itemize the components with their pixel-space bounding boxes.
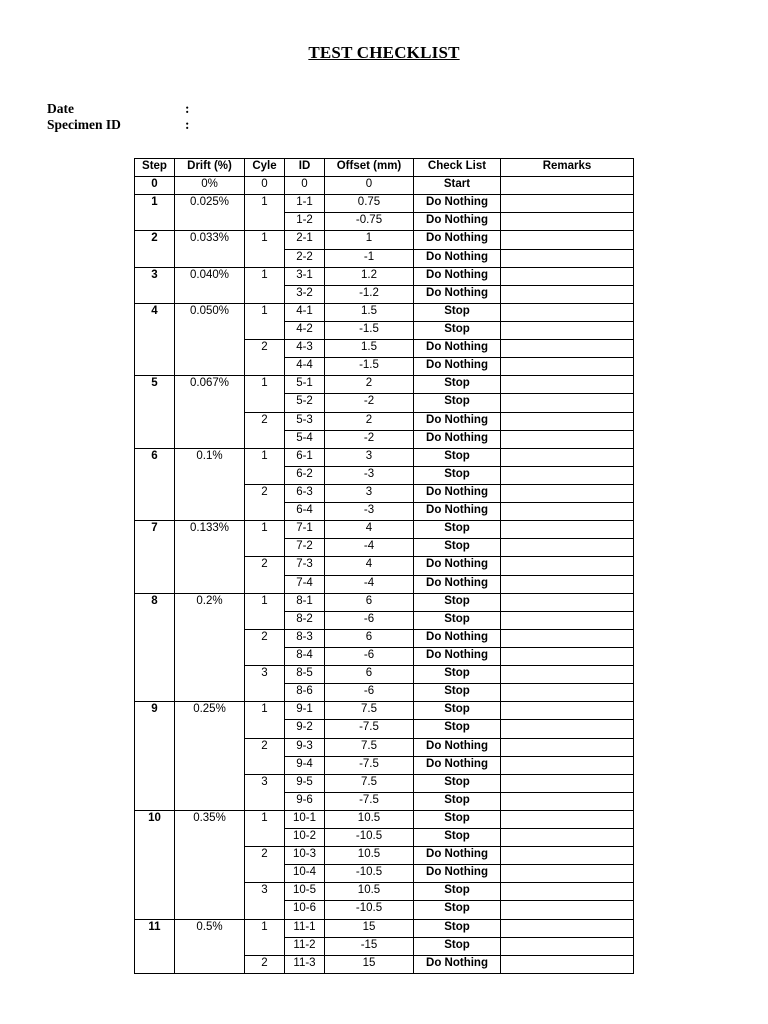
check-list-cell: Stop (414, 611, 501, 629)
drift-cell: 0.033% (175, 231, 245, 267)
drift-cell: 0.25% (175, 702, 245, 811)
step-cell: 11 (135, 919, 175, 973)
offset-cell: 6 (325, 666, 414, 684)
remarks-cell[interactable] (501, 249, 634, 267)
step-cell: 3 (135, 267, 175, 303)
drift-cell: 0.5% (175, 919, 245, 973)
id-cell: 6-3 (285, 484, 325, 502)
check-list-cell: Stop (414, 521, 501, 539)
remarks-cell[interactable] (501, 865, 634, 883)
id-cell: 1-1 (285, 195, 325, 213)
id-cell: 4-4 (285, 358, 325, 376)
remarks-cell[interactable] (501, 629, 634, 647)
check-list-cell: Do Nothing (414, 340, 501, 358)
id-cell: 7-2 (285, 539, 325, 557)
remarks-cell[interactable] (501, 847, 634, 865)
offset-cell: -0.75 (325, 213, 414, 231)
offset-cell: 1.5 (325, 340, 414, 358)
check-list-cell: Do Nothing (414, 557, 501, 575)
check-list-cell: Do Nothing (414, 231, 501, 249)
id-cell: 2-2 (285, 249, 325, 267)
id-cell: 8-3 (285, 629, 325, 647)
id-cell: 10-5 (285, 883, 325, 901)
offset-cell: -7.5 (325, 756, 414, 774)
drift-cell: 0.040% (175, 267, 245, 303)
remarks-cell[interactable] (501, 883, 634, 901)
id-cell: 2-1 (285, 231, 325, 249)
table-row (135, 177, 634, 195)
check-list-cell: Stop (414, 937, 501, 955)
remarks-cell[interactable] (501, 684, 634, 702)
check-list-cell: Stop (414, 448, 501, 466)
id-cell: 9-1 (285, 702, 325, 720)
cycle-cell: 1 (245, 702, 285, 738)
id-cell: 10-4 (285, 865, 325, 883)
id-cell: 8-4 (285, 647, 325, 665)
id-cell: 8-5 (285, 666, 325, 684)
offset-cell: 1.5 (325, 303, 414, 321)
check-list-cell: Stop (414, 666, 501, 684)
check-list-cell: Do Nothing (414, 865, 501, 883)
check-list-cell: Do Nothing (414, 484, 501, 502)
id-cell: 3-1 (285, 267, 325, 285)
drift-cell: 0.050% (175, 303, 245, 375)
check-list-cell: Stop (414, 539, 501, 557)
check-list-cell: Start (414, 177, 501, 195)
id-cell: 4-2 (285, 321, 325, 339)
cycle-cell: 1 (245, 593, 285, 629)
offset-cell: -1.5 (325, 358, 414, 376)
drift-cell: 0.133% (175, 521, 245, 593)
remarks-cell[interactable] (501, 503, 634, 521)
offset-cell: 7.5 (325, 702, 414, 720)
remarks-cell[interactable] (501, 177, 634, 195)
step-cell: 8 (135, 593, 175, 702)
offset-cell: -4 (325, 575, 414, 593)
remarks-cell[interactable] (501, 521, 634, 539)
check-list-cell: Do Nothing (414, 955, 501, 973)
id-cell: 11-2 (285, 937, 325, 955)
offset-cell: -10.5 (325, 901, 414, 919)
id-cell: 5-3 (285, 412, 325, 430)
drift-cell: 0.2% (175, 593, 245, 702)
page-title: TEST CHECKLIST (308, 43, 460, 62)
header-id: ID (285, 159, 325, 177)
offset-cell: 0 (325, 177, 414, 195)
specimen-id-label: Specimen ID (47, 117, 121, 132)
offset-cell: -1.5 (325, 321, 414, 339)
step-cell: 9 (135, 702, 175, 811)
id-cell: 5-1 (285, 376, 325, 394)
check-list-cell: Do Nothing (414, 358, 501, 376)
id-cell: 5-2 (285, 394, 325, 412)
table-row (135, 593, 634, 611)
offset-cell: -4 (325, 539, 414, 557)
cycle-cell: 1 (245, 919, 285, 955)
cycle-cell: 1 (245, 303, 285, 339)
offset-cell: -10.5 (325, 829, 414, 847)
remarks-cell[interactable] (501, 593, 634, 611)
offset-cell: 10.5 (325, 883, 414, 901)
check-list-cell: Do Nothing (414, 195, 501, 213)
id-cell: 8-6 (285, 684, 325, 702)
remarks-cell[interactable] (501, 303, 634, 321)
check-list-cell: Do Nothing (414, 267, 501, 285)
test-checklist-table (134, 158, 634, 974)
offset-cell: 7.5 (325, 738, 414, 756)
step-cell: 0 (135, 177, 175, 195)
check-list-cell: Stop (414, 466, 501, 484)
table-row (135, 303, 634, 321)
offset-cell: 3 (325, 484, 414, 502)
remarks-cell[interactable] (501, 285, 634, 303)
id-cell: 3-2 (285, 285, 325, 303)
cycle-cell: 1 (245, 448, 285, 484)
remarks-cell[interactable] (501, 738, 634, 756)
remarks-cell[interactable] (501, 720, 634, 738)
remarks-cell[interactable] (501, 466, 634, 484)
offset-cell: 15 (325, 955, 414, 973)
header-offset: Offset (mm) (325, 159, 414, 177)
cycle-cell: 2 (245, 955, 285, 973)
remarks-cell[interactable] (501, 394, 634, 412)
table-body (135, 177, 634, 974)
check-list-cell: Do Nothing (414, 575, 501, 593)
id-cell: 11-3 (285, 955, 325, 973)
header-check-list: Check List (414, 159, 501, 177)
remarks-cell[interactable] (501, 195, 634, 213)
drift-cell: 0% (175, 177, 245, 195)
remarks-cell[interactable] (501, 647, 634, 665)
id-cell: 8-1 (285, 593, 325, 611)
id-cell: 9-5 (285, 774, 325, 792)
step-cell: 2 (135, 231, 175, 267)
remarks-cell[interactable] (501, 231, 634, 249)
offset-cell: 1.2 (325, 267, 414, 285)
id-cell: 7-3 (285, 557, 325, 575)
drift-cell: 0.35% (175, 810, 245, 919)
offset-cell: 2 (325, 412, 414, 430)
cycle-cell: 1 (245, 267, 285, 303)
offset-cell: -2 (325, 430, 414, 448)
offset-cell: -7.5 (325, 792, 414, 810)
id-cell: 10-1 (285, 810, 325, 828)
id-cell: 9-2 (285, 720, 325, 738)
check-list-cell: Stop (414, 901, 501, 919)
offset-cell: 10.5 (325, 847, 414, 865)
remarks-cell[interactable] (501, 430, 634, 448)
id-cell: 10-6 (285, 901, 325, 919)
cycle-cell: 2 (245, 484, 285, 520)
remarks-cell[interactable] (501, 448, 634, 466)
offset-cell: 10.5 (325, 810, 414, 828)
table-row (135, 231, 634, 249)
table-row (135, 702, 634, 720)
offset-cell: -3 (325, 466, 414, 484)
check-list-cell: Do Nothing (414, 249, 501, 267)
offset-cell: -15 (325, 937, 414, 955)
step-cell: 1 (135, 195, 175, 231)
remarks-cell[interactable] (501, 666, 634, 684)
step-cell: 10 (135, 810, 175, 919)
check-list-cell: Stop (414, 829, 501, 847)
date-field (47, 101, 190, 117)
check-list-cell: Stop (414, 810, 501, 828)
offset-cell: -10.5 (325, 865, 414, 883)
check-list-cell: Stop (414, 774, 501, 792)
cycle-cell: 2 (245, 847, 285, 883)
offset-cell: 6 (325, 629, 414, 647)
cycle-cell: 1 (245, 521, 285, 557)
remarks-cell[interactable] (501, 792, 634, 810)
offset-cell: 15 (325, 919, 414, 937)
id-cell: 6-4 (285, 503, 325, 521)
check-list-cell: Do Nothing (414, 503, 501, 521)
remarks-cell[interactable] (501, 901, 634, 919)
offset-cell: -6 (325, 647, 414, 665)
table-row (135, 810, 634, 828)
check-list-cell: Do Nothing (414, 738, 501, 756)
check-list-cell: Do Nothing (414, 430, 501, 448)
table-row (135, 448, 634, 466)
check-list-cell: Stop (414, 321, 501, 339)
id-cell: 4-3 (285, 340, 325, 358)
offset-cell: 4 (325, 521, 414, 539)
header-cycle: Cyle (245, 159, 285, 177)
remarks-cell[interactable] (501, 267, 634, 285)
cycle-cell: 1 (245, 195, 285, 231)
check-list-cell: Stop (414, 919, 501, 937)
check-list-cell: Do Nothing (414, 847, 501, 865)
check-list-cell: Do Nothing (414, 285, 501, 303)
check-list-cell: Do Nothing (414, 213, 501, 231)
remarks-cell[interactable] (501, 919, 634, 937)
date-colon: : (185, 101, 190, 116)
specimen-id-field (47, 117, 190, 133)
remarks-cell[interactable] (501, 937, 634, 955)
id-cell: 6-2 (285, 466, 325, 484)
drift-cell: 0.067% (175, 376, 245, 448)
remarks-cell[interactable] (501, 810, 634, 828)
header-row (135, 159, 634, 177)
cycle-cell: 2 (245, 412, 285, 448)
check-list-cell: Do Nothing (414, 629, 501, 647)
remarks-cell[interactable] (501, 340, 634, 358)
cycle-cell: 3 (245, 774, 285, 810)
offset-cell: 6 (325, 593, 414, 611)
check-list-cell: Stop (414, 376, 501, 394)
check-list-cell: Stop (414, 593, 501, 611)
check-list-cell: Stop (414, 720, 501, 738)
table-row (135, 521, 634, 539)
offset-cell: -1 (325, 249, 414, 267)
step-cell: 4 (135, 303, 175, 375)
header-drift: Drift (%) (175, 159, 245, 177)
offset-cell: -1.2 (325, 285, 414, 303)
check-list-cell: Stop (414, 702, 501, 720)
table-row (135, 195, 634, 213)
table-row (135, 267, 634, 285)
check-list-cell: Stop (414, 394, 501, 412)
remarks-cell[interactable] (501, 321, 634, 339)
step-cell: 6 (135, 448, 175, 520)
step-cell: 7 (135, 521, 175, 593)
offset-cell: -6 (325, 611, 414, 629)
id-cell: 1-2 (285, 213, 325, 231)
id-cell: 4-1 (285, 303, 325, 321)
offset-cell: -7.5 (325, 720, 414, 738)
cycle-cell: 1 (245, 231, 285, 267)
offset-cell: 3 (325, 448, 414, 466)
remarks-cell[interactable] (501, 575, 634, 593)
check-list-cell: Do Nothing (414, 412, 501, 430)
remarks-cell[interactable] (501, 829, 634, 847)
remarks-cell[interactable] (501, 376, 634, 394)
remarks-cell[interactable] (501, 702, 634, 720)
remarks-cell[interactable] (501, 412, 634, 430)
offset-cell: -6 (325, 684, 414, 702)
cycle-cell: 0 (245, 177, 285, 195)
table-row (135, 919, 634, 937)
cycle-cell: 2 (245, 557, 285, 593)
id-cell: 0 (285, 177, 325, 195)
offset-cell: -2 (325, 394, 414, 412)
specimen-id-colon: : (185, 117, 190, 132)
offset-cell: 7.5 (325, 774, 414, 792)
offset-cell: 2 (325, 376, 414, 394)
id-cell: 8-2 (285, 611, 325, 629)
drift-cell: 0.025% (175, 195, 245, 231)
remarks-cell[interactable] (501, 358, 634, 376)
id-cell: 9-4 (285, 756, 325, 774)
id-cell: 10-2 (285, 829, 325, 847)
cycle-cell: 3 (245, 666, 285, 702)
offset-cell: 0.75 (325, 195, 414, 213)
step-cell: 5 (135, 376, 175, 448)
offset-cell: 1 (325, 231, 414, 249)
remarks-cell[interactable] (501, 955, 634, 973)
cycle-cell: 3 (245, 883, 285, 919)
remarks-cell[interactable] (501, 611, 634, 629)
check-list-cell: Stop (414, 303, 501, 321)
id-cell: 9-3 (285, 738, 325, 756)
id-cell: 10-3 (285, 847, 325, 865)
table-row (135, 376, 634, 394)
cycle-cell: 1 (245, 376, 285, 412)
remarks-cell[interactable] (501, 539, 634, 557)
drift-cell: 0.1% (175, 448, 245, 520)
id-cell: 6-1 (285, 448, 325, 466)
offset-cell: -3 (325, 503, 414, 521)
check-list-cell: Stop (414, 684, 501, 702)
offset-cell: 4 (325, 557, 414, 575)
id-cell: 11-1 (285, 919, 325, 937)
cycle-cell: 2 (245, 340, 285, 376)
header-step: Step (135, 159, 175, 177)
check-list-cell: Do Nothing (414, 756, 501, 774)
cycle-cell: 1 (245, 810, 285, 846)
date-label: Date (47, 101, 74, 116)
remarks-cell[interactable] (501, 213, 634, 231)
cycle-cell: 2 (245, 738, 285, 774)
id-cell: 5-4 (285, 430, 325, 448)
remarks-cell[interactable] (501, 756, 634, 774)
cycle-cell: 2 (245, 629, 285, 665)
check-list-cell: Stop (414, 792, 501, 810)
check-list-cell: Stop (414, 883, 501, 901)
remarks-cell[interactable] (501, 557, 634, 575)
check-list-cell: Do Nothing (414, 647, 501, 665)
id-cell: 9-6 (285, 792, 325, 810)
remarks-cell[interactable] (501, 484, 634, 502)
header-remarks: Remarks (501, 159, 634, 177)
remarks-cell[interactable] (501, 774, 634, 792)
id-cell: 7-1 (285, 521, 325, 539)
id-cell: 7-4 (285, 575, 325, 593)
